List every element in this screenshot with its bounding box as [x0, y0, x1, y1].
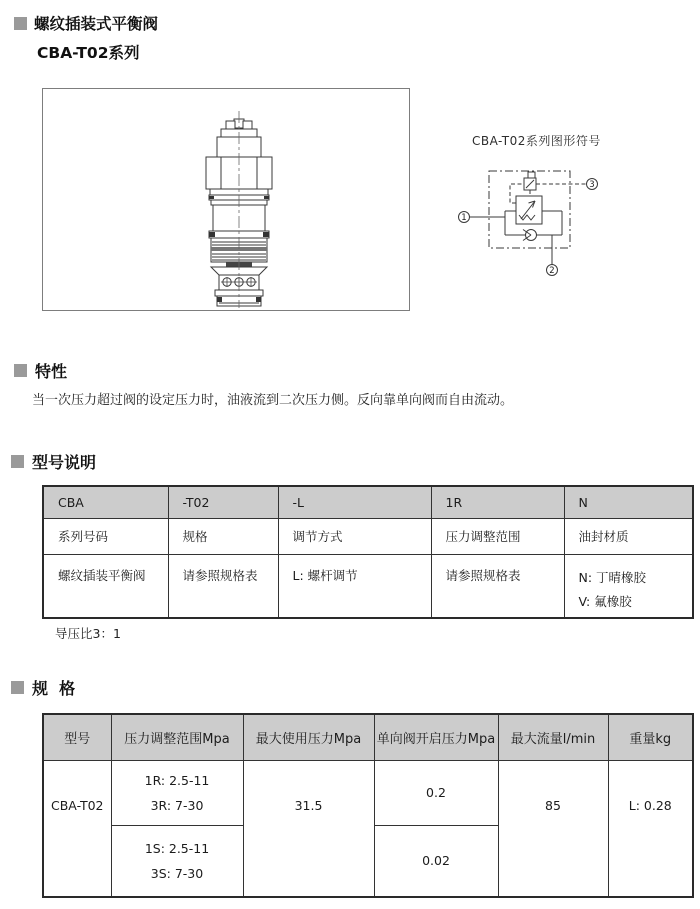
model-code-cell: -L: [278, 486, 431, 518]
pressure-range-line: 3R: 7-30: [150, 797, 204, 813]
model-label-cell: 系列号码: [43, 518, 168, 554]
model-code-cell: -T02: [168, 486, 278, 518]
features-heading-text: 特性: [35, 362, 68, 381]
model-code-cell: 1R: [431, 486, 564, 518]
model-table-value-row: [43, 554, 693, 618]
max-pressure-cell: 31.5: [243, 760, 374, 897]
features-heading: [14, 359, 67, 382]
model-label-cell: 油封材质: [564, 518, 693, 554]
spec-header-cell: 最大使用压力Mpa: [243, 714, 374, 760]
page-subtitle: CBA-T02系列: [37, 44, 140, 62]
model-code-cell: CBA: [43, 486, 168, 518]
pilot-ratio-note: 导压比3：1: [55, 626, 121, 641]
model-code-table: [42, 485, 694, 619]
model-label-cell: 压力调整范围: [431, 518, 564, 554]
max-flow-cell: 85: [498, 760, 608, 897]
model-code-cell: N: [564, 486, 693, 518]
check-open-r-cell: 0.2: [374, 760, 498, 825]
spec-heading: [11, 676, 75, 699]
pressure-range-line: 3S: 7-30: [150, 865, 204, 881]
page-title: 螺纹插装式平衡阀: [34, 15, 159, 33]
pressure-range-r-cell: [111, 760, 243, 825]
spec-header-cell: 重量kg: [608, 714, 693, 760]
spec-table: [42, 713, 694, 898]
model-table-header-row: [43, 486, 693, 518]
check-open-s-cell: 0.02: [374, 825, 498, 897]
port-2-label: 2: [549, 266, 555, 276]
pressure-range-line: 1S: 2.5-11: [144, 840, 210, 856]
spec-header-cell: 单向阀开启压力Mpa: [374, 714, 498, 760]
spec-model-cell: CBA-T02: [43, 760, 111, 897]
port-1-label: 1: [461, 213, 467, 223]
page-title-block: [14, 12, 158, 63]
model-table-label-row: [43, 518, 693, 554]
model-value-cell: L: 螺杆调节: [278, 554, 431, 618]
port-3-label: 3: [589, 180, 595, 190]
hydraulic-symbol: [428, 126, 648, 296]
figure-box: [42, 88, 410, 311]
spec-heading-text: 规 格: [32, 679, 76, 698]
weight-cell: L: 0.28: [608, 760, 693, 897]
spec-bullet-icon: [11, 681, 24, 694]
symbol-block: [428, 126, 648, 296]
spec-header-cell: 最大流量l/min: [498, 714, 608, 760]
model-heading: [11, 450, 96, 473]
model-value-cell: 请参照规格表: [431, 554, 564, 618]
model-value-cell: 螺纹插装平衡阀: [43, 554, 168, 618]
model-label-cell: 调节方式: [278, 518, 431, 554]
seal-option: V: 氟橡胶: [578, 593, 632, 609]
model-label-cell: 规格: [168, 518, 278, 554]
spec-table-row-r: [43, 760, 693, 825]
model-value-cell: 请参照规格表: [168, 554, 278, 618]
spec-table-header-row: [43, 714, 693, 760]
pressure-range-s-cell: [111, 825, 243, 897]
model-heading-text: 型号说明: [32, 453, 97, 472]
valve-drawing: [179, 95, 299, 309]
seal-options-cell: [564, 554, 693, 618]
model-bullet-icon: [11, 455, 24, 468]
spec-header-cell: 型号: [43, 714, 111, 760]
features-body: 当一次压力超过阀的设定压力时，油液流到二次压力侧。反向靠单向阀而自由流动。: [32, 393, 514, 408]
seal-option: N: 丁晴橡胶: [578, 569, 647, 585]
spec-header-cell: 压力调整范围Mpa: [111, 714, 243, 760]
pressure-range-line: 1R: 2.5-11: [144, 772, 210, 788]
features-bullet-icon: [14, 364, 27, 377]
symbol-title: CBA-T02系列图形符号: [472, 134, 601, 148]
title-bullet-icon: [14, 17, 27, 30]
